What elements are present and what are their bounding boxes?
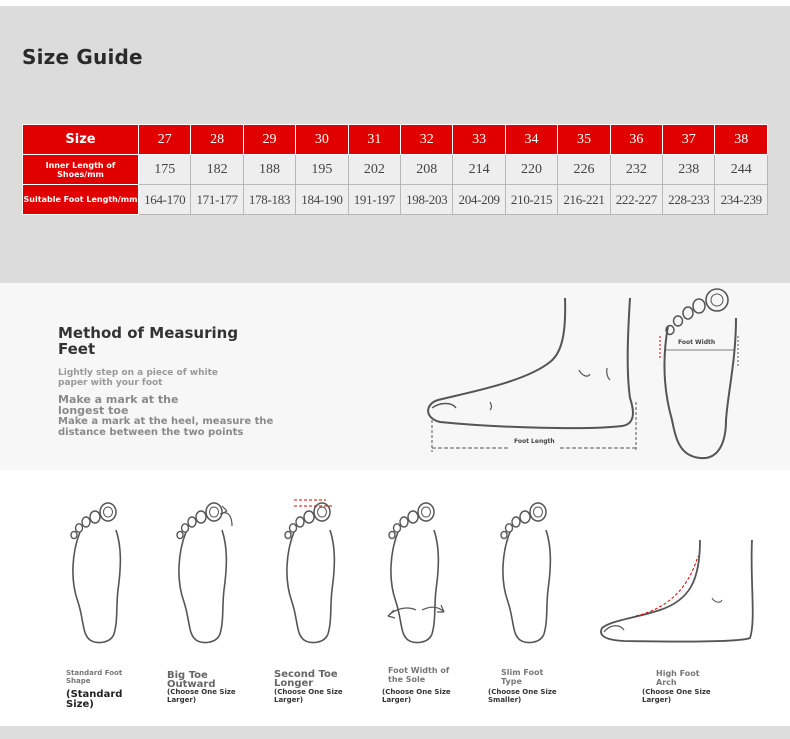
foot-length-label: Foot Length — [514, 438, 555, 445]
foot-length-row-label: Suitable Foot Length/mm — [23, 185, 139, 215]
size-cell: 28 — [191, 125, 243, 155]
measuring-step-3: Make a mark at the heel, measure the distance between the two points — [58, 416, 274, 438]
inner-length-cell: 208 — [401, 155, 453, 185]
foot-length-cell: 164-170 — [139, 185, 191, 215]
foot-type-high-arch-icon — [601, 540, 753, 642]
top-foot-icon — [660, 289, 738, 458]
inner-length-cell: 175 — [139, 155, 191, 185]
size-cell: 36 — [610, 125, 662, 155]
inner-length-cell: 188 — [243, 155, 295, 185]
side-foot-icon — [428, 298, 636, 452]
size-cell: 27 — [139, 125, 191, 155]
size-cell: 38 — [715, 125, 768, 155]
inner-length-row-label: Inner Length of Shoes/mm — [23, 155, 139, 185]
foot-length-cell: 191-197 — [348, 185, 400, 215]
measuring-title: Method of Measuring Feet — [58, 324, 239, 358]
size-guide-title: Size Guide — [22, 45, 143, 69]
foot-type-name: Slim Foot Type — [501, 668, 544, 686]
inner-length-cell: 232 — [610, 155, 662, 185]
foot-type-standard-icon — [71, 503, 120, 642]
inner-length-cell: 238 — [663, 155, 715, 185]
foot-length-cell: 178-183 — [243, 185, 295, 215]
foot-type-name: Foot Width of the Sole — [388, 666, 450, 684]
foot-length-cell: 222-227 — [610, 185, 662, 215]
size-cell: 33 — [453, 125, 505, 155]
foot-width-label: Foot Width — [678, 339, 716, 346]
size-row-label: Size — [23, 125, 139, 155]
inner-length-cell: 202 — [348, 155, 400, 185]
bottom-bar — [0, 726, 790, 739]
foot-type-big-toe-outward-icon — [177, 503, 232, 642]
inner-length-cell: 182 — [191, 155, 243, 185]
size-cell: 30 — [296, 125, 348, 155]
foot-length-cell: 210-215 — [505, 185, 557, 215]
foot-length-cell: 184-190 — [296, 185, 348, 215]
foot-type-note: (Choose One Size Larger) — [382, 688, 451, 704]
foot-type-wide-sole-icon — [388, 503, 444, 642]
foot-length-cell: 198-203 — [401, 185, 453, 215]
inner-length-cell: 220 — [505, 155, 557, 185]
measuring-step-1: Lightly step on a piece of white paper with your foot — [58, 368, 218, 388]
foot-type-slim-icon — [501, 503, 550, 642]
foot-type-name: Second Toe Longer — [274, 669, 338, 689]
foot-type-note: (Choose One Size Larger) — [167, 688, 236, 704]
foot-length-cell: 234-239 — [715, 185, 768, 215]
foot-type-name: Big Toe Outward — [167, 670, 216, 690]
size-cell: 32 — [401, 125, 453, 155]
foot-type-note: (Standard Size) — [66, 689, 123, 710]
size-cell: 31 — [348, 125, 400, 155]
foot-type-note: (Choose One Size Larger) — [274, 688, 343, 704]
foot-length-cell: 171-177 — [191, 185, 243, 215]
inner-length-cell: 214 — [453, 155, 505, 185]
foot-type-note: (Choose One Size Larger) — [642, 688, 711, 704]
measuring-step-2: Make a mark at the longest toe — [58, 393, 179, 417]
foot-type-second-toe-longer-icon — [285, 500, 334, 642]
size-cell: 29 — [243, 125, 295, 155]
inner-length-cell: 226 — [558, 155, 610, 185]
size-cell: 37 — [663, 125, 715, 155]
size-cell: 35 — [558, 125, 610, 155]
inner-length-cell: 195 — [296, 155, 348, 185]
foot-length-cell: 216-221 — [558, 185, 610, 215]
size-cell: 34 — [505, 125, 557, 155]
foot-length-cell: 204-209 — [453, 185, 505, 215]
foot-type-name: Standard Foot Shape — [66, 669, 123, 685]
foot-type-note: (Choose One Size Smaller) — [488, 688, 557, 704]
foot-length-cell: 228-233 — [663, 185, 715, 215]
inner-length-cell: 244 — [715, 155, 768, 185]
foot-type-name: High Foot Arch — [656, 669, 700, 687]
